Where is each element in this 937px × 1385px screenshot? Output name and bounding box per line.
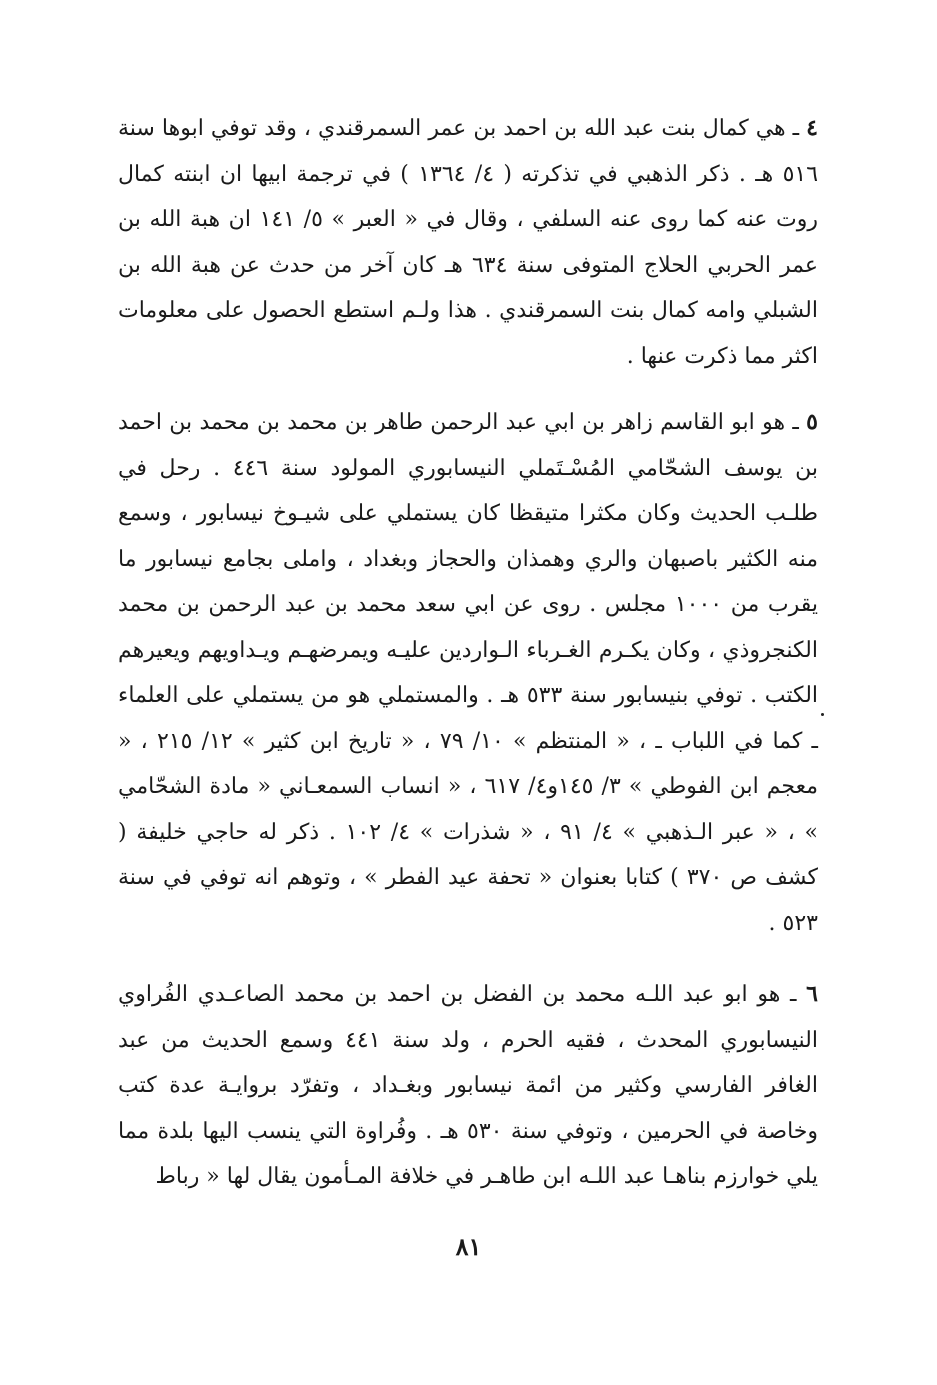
footnote-number: ٥	[806, 409, 818, 435]
ink-speck	[821, 713, 824, 716]
footnote-text: ـ هو ابو عبد اللـه محمد بن الفضل بن احمد بن محمد الصاعـدي الفُراوي النيسابوري المحدث ، فقيه الحرم ، ولد سنة ٤٤١ وسمع الحديث من عبد الغافر الفارسي وكثير من ائمة نيسابور وبغـداد ، وتفرّد بروايـة عدة كتب وخاصة في الحرمين ، وتوفي سنة ٥٣٠ هـ . وفُراوة التي ينسب اليها بلدة مما يلي خوارزم بناهـا عبد اللـه ابن طاهـر في خلافة المـأمون يقال لها « رباط	[118, 982, 819, 1189]
footnote-4	[118, 106, 818, 379]
footnote-5	[118, 400, 818, 946]
footnote-6	[118, 972, 818, 1200]
page-number: ٨١	[455, 1232, 482, 1261]
footnote-number: ٦	[806, 981, 818, 1007]
footnote-text: ـ هي كمال بنت عبد الله بن احمد بن عمر السمرقندي ، وقد توفي ابوها سنة ٥١٦ هـ . ذكر الذهبي في تذكرته ( ٤/ ١٣٦٤ ) في ترجمة ابيها ان ابنته كمال روت عنه كما روى عنه السلفي ، وقال في « العبر » ٥/ ١٤١ ان هبة الله بن عمر الحربي الحلاج المتوفى سنة ٦٣٤ هـ كان آخر من حدث عن هبة الله بن الشبلي وامه كمال بنت السمرقندي . هذا ولـم استطع الحصول على معلومات اكثر مما ذكرت عنها .	[118, 116, 819, 369]
footnote-number: ٤	[806, 115, 818, 141]
footnote-text: ـ هو ابو القاسم زاهر بن ابي عبد الرحمن طاهر بن محمد بن محمد بن احمد بن يوسف الشحّامي المُسْـتَملي النيسابوري المولود سنة ٤٤٦ . رحل في طلـب الحديث وكان مكثرا متيقظا كان يستملي على شيـوخ نيسابور ، وسمع منه الكثير باصبهان والري وهمذان والحجاز وبغداد ، واملى بجامع نيسابور ما يقرب من ١٠٠٠ مجلس . روى عن ابي سعد محمد بن عبد الرحمن بن محمد الكنجروذي ، وكان يكـرم الغـرباء الـواردين عليـه ويمرضهـم ويـداويهم ويعيرهم الكتب . توفي بنيسابور سنة ٥٣٣ هـ . والمستملي هو من يستملي على العلماء ـ كما في اللباب ـ ، « المنتظم » ١٠/ ٧٩ ، « تاريخ ابن كثير » ١٢/ ٢١٥ ، « معجم ابن الفوطي » ٣/ ١٤٥و٤/ ٦١٧ ، « انساب السمعـاني « مادة الشحّامي » ، « عبر الـذهبي » ٤/ ٩١ ، « شذرات » ٤/ ١٠٢ . ذكر له حاجي خليفة ( كشف ص ٣٧٠ ) كتابا بعنوان « تحفة عيد الفطر » ، وتوهم انه توفي في سنة ٥٢٣ .	[118, 410, 819, 936]
